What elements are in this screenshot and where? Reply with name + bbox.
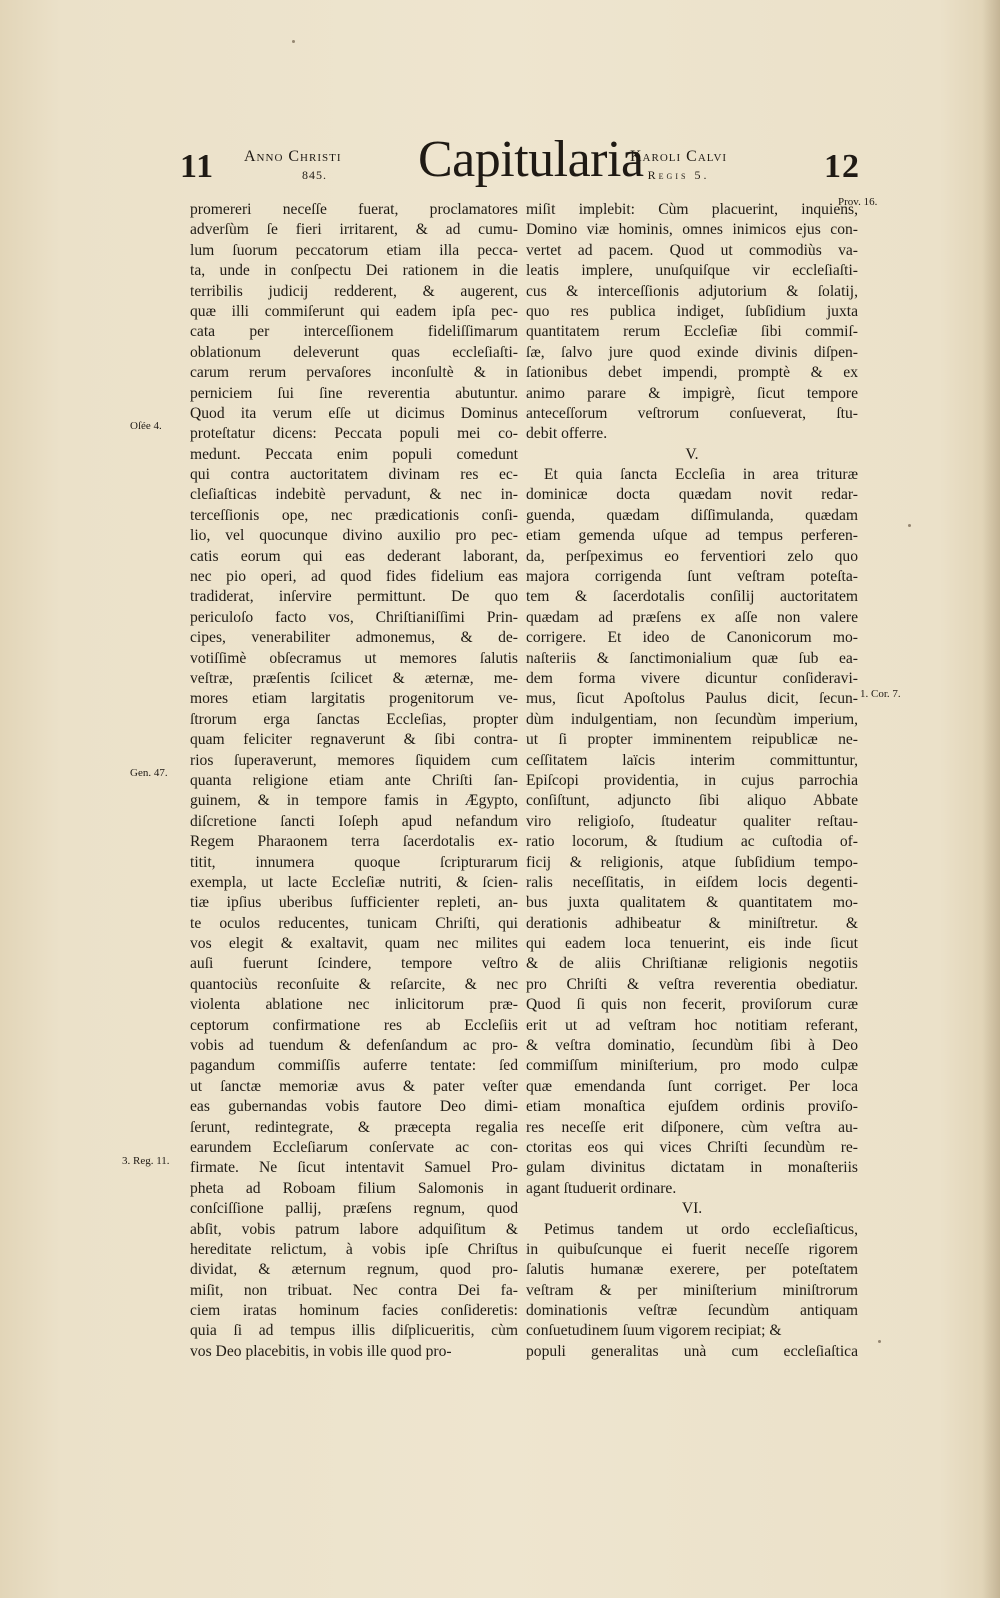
- text-line: ctoritas eos qui vices Chriſti ſecundùm re-: [526, 1138, 858, 1156]
- text-line: rios ſuperaverunt, memores ſiquidem cum: [190, 751, 518, 769]
- running-head-karoli: Karoli Calvi: [630, 148, 728, 165]
- text-line: te oculos reducentes, tunicam Chriſti, qui: [190, 914, 518, 932]
- text-line: derationis adhibeatur & miniſtretur. &: [526, 914, 858, 932]
- text-line: miſit, non tribuat. Nec contra Dei fa-: [190, 1281, 518, 1299]
- text-line: quantitatem rerum Eccleſiæ ſibi commiſ-: [526, 323, 858, 341]
- text-line: Epiſcopi providentia, in cujus parrochia: [526, 771, 858, 789]
- text-line: quo res publica indiget, ſubſidium juxta: [526, 302, 858, 320]
- text-line: violenta ablatione nec inlicitorum præ-: [190, 996, 518, 1014]
- text-line: in quibuſcunque ei fuerit neceſſe rigorem: [526, 1240, 858, 1258]
- text-line: qui contra auctoritatem divinam res ec-: [190, 466, 518, 484]
- text-line: corrigere. Et ideo de Canonicorum mo-: [526, 629, 858, 647]
- text-line: pagandum commiſſis auferre tentate: ſed: [190, 1057, 518, 1075]
- text-line: pheta ad Roboam filium Salomonis in: [190, 1179, 518, 1197]
- running-head-right: [630, 148, 727, 183]
- page-header: [180, 131, 860, 200]
- text-line: Regem Pharaonem terra ſacerdotalis ex-: [190, 833, 518, 851]
- folio-right: 12: [824, 148, 860, 185]
- text-line: guinem, & in tempore famis in Ægypto,: [190, 792, 518, 810]
- text-line: promereri neceſſe fuerat, proclamatores: [190, 201, 518, 218]
- text-line: ſalutis humanæ exerere, per poteſtatem: [526, 1261, 858, 1279]
- text-line: perniciem ſui ſine reverentia abutuntur.: [190, 384, 518, 402]
- text-line: ralis neceſſitatis, in eiſdem locis degenti-: [526, 873, 858, 891]
- running-head-title: Capitularia: [418, 131, 644, 188]
- text-line: quæ illi commiſerunt qui eadem ipſa pec-: [190, 302, 518, 320]
- text-line: mus, ſicut Apoſtolus Paulus dicit, ſecun-: [526, 690, 858, 708]
- text-line: anteceſſorum veſtrorum conſueverat, ſtu-: [526, 404, 858, 422]
- text-line: quanta religione etiam ante Chriſti ſan-: [190, 771, 518, 789]
- margin-note-osee: Oſée 4.: [130, 420, 162, 432]
- text-line: dominationis veſtræ ſecundùm antiquam: [526, 1302, 858, 1320]
- text-line: eas gubernandas vobis fautore Deo dimi-: [190, 1098, 518, 1116]
- text-line: etiam monaſtica ejuſdem ordinis proviſo-: [526, 1098, 858, 1116]
- text-line: tem & ſacerdotalis conſilij auctoritatem: [526, 588, 858, 606]
- text-line: cata per interceſſionem fideliſſimarum: [190, 323, 518, 341]
- text-line: oblationum deleverunt quas eccleſiaſti-: [190, 343, 518, 361]
- text-line: miſit implebit: Cùm placuerint, inquiens,: [526, 201, 858, 218]
- text-line: veſtram & per miniſterium miniſtrorum: [526, 1281, 858, 1299]
- text-line: ratio locorum, & ſtudium ac cuſtodia of-: [526, 833, 858, 851]
- text-line: etiam gemenda uſque ad tempus perferen-: [526, 527, 858, 545]
- text-line: bus juxta qualitatem & quantitatem mo-: [526, 894, 858, 912]
- ink-speck: [908, 524, 911, 527]
- text-line: vertet ad pacem. Quod ut commodiùs va-: [526, 241, 858, 259]
- text-line: adverſùm ſe fieri irritarent, & ad cumu-: [190, 221, 518, 239]
- text-line: populi generalitas unà cum eccleſiaſtica: [526, 1342, 858, 1360]
- text-line: da, perſpeximus eo ferventiori zelo quo: [526, 547, 858, 565]
- running-head-regis: Regis 5.: [647, 168, 710, 182]
- text-line: cus & interceſſionis adjutorium & ſolatij,: [526, 282, 858, 300]
- text-line: ut ſanctæ memoriæ avus & pater veſter: [190, 1077, 518, 1095]
- text-line: titit, innumera quoque ſcripturarum: [190, 853, 518, 871]
- right-text-column: [526, 200, 858, 1362]
- text-line: proteſtatur dicens: Peccata populi mei co-: [190, 425, 518, 443]
- text-line: periculoſo facto vos, Chriſtianiſſimi Prin-: [190, 608, 518, 626]
- text-line: exempla, ut lacte Eccleſiæ nutriti, & ſcien-: [190, 873, 518, 891]
- running-head-year: 845.: [302, 168, 327, 182]
- text-line: debit offerre.: [526, 425, 608, 443]
- text-line: animo parare & impigrè, ſicut tempore: [526, 384, 858, 402]
- text-line: dùm indulgentiam, non ſecundùm imperium,: [526, 710, 858, 728]
- text-line: conſiſtunt, adjuncto ſibi aliquo Abbate: [526, 792, 858, 810]
- text-line: cleſiaſticas indebitè pervadunt, & nec in-: [190, 486, 518, 504]
- text-line: catis eorum qui eas dederant laborant,: [190, 547, 518, 565]
- text-line: ut ſi propter imminentem reipublicæ ne-: [526, 731, 858, 749]
- text-line: conſciſſione pallij, præſens regnum, quod: [190, 1200, 518, 1218]
- text-line: res neceſſe erit diſponere, cùm veſtra au-: [526, 1118, 858, 1136]
- text-line: VI.: [681, 1200, 703, 1218]
- left-text-column: [190, 200, 518, 1362]
- text-line: lum ſuorum peccatorum etiam illa pecca-: [190, 241, 518, 259]
- text-line: abſit, vobis patrum labore adquiſitum &: [190, 1220, 518, 1238]
- text-line: viro religioſo, ſtudeatur qualiter reſtau-: [526, 812, 858, 830]
- text-line: & veſtra dominatio, ſecundùm ſibi à Deo: [526, 1037, 858, 1055]
- text-line: mores etiam largitatis progenitorum ve-: [190, 690, 518, 708]
- text-line: quæ emendanda ſunt corriget. Per loca: [526, 1077, 858, 1095]
- text-line: vos elegit & exaltavit, quam nec milites: [190, 935, 518, 953]
- text-line: ſæ, ſalvo jure quod exinde divinis diſpen-: [526, 343, 858, 361]
- text-line: ta, unde in conſpectu Dei rationem in die: [190, 262, 518, 280]
- text-line: ſerunt, redintegrate, & præcepta regalia: [190, 1118, 518, 1136]
- text-line: leatis implere, unuſquiſque vir eccleſiaſti-: [526, 262, 858, 280]
- text-line: qui eadem loca tenuerint, eis inde ſicut: [526, 935, 858, 953]
- running-head-left: [244, 148, 342, 183]
- text-line: & de aliis Chriſtianæ religionis negotiis: [526, 955, 858, 973]
- text-line: agant ſtuduerit ordinare.: [526, 1179, 677, 1197]
- ink-speck: [878, 1340, 881, 1343]
- text-line: diſcretione ſancti Ioſeph apud nefandum: [190, 812, 518, 830]
- text-line: hereditate relictum, à vobis ipſe Chriſtus: [190, 1240, 518, 1258]
- text-line: dividat, & æternum regnum, quod pro-: [190, 1261, 518, 1279]
- text-line: nec pio operi, ad quod fides fidelium eas: [190, 568, 518, 586]
- text-line: Quod ita verum eſſe ut dicimus Dominus: [190, 404, 518, 422]
- text-line: terribilis judicij redderent, & augerent,: [190, 282, 518, 300]
- text-line: ſationibus debet impendi, promptè & ex: [526, 364, 858, 382]
- text-line: ſtrorum erga ſanctas Eccleſias, propter: [190, 710, 518, 728]
- page-edge-shadow: [982, 0, 1000, 1598]
- text-line: vos Deo placebitis, in vobis ille quod pro-: [190, 1342, 452, 1360]
- text-line: gulam divinitus dictatam in monaſteriis: [526, 1159, 858, 1177]
- text-line: tradiderat, inſervire permittunt. De quo: [190, 588, 518, 606]
- text-line: Domino viæ hominis, omnes inimicos ejus con-: [526, 221, 858, 239]
- text-line: commiſſum miniſterium, pro modo culpæ: [526, 1057, 858, 1075]
- text-line: carum rerum pervaſores inconſultè & in: [190, 364, 518, 382]
- text-line: medunt. Peccata enim populi comedunt: [190, 445, 518, 463]
- text-line: dem forma vivere dicuntur conſideravi-: [526, 669, 858, 687]
- ink-speck: [292, 40, 295, 43]
- text-line: auſi fuerunt ſcindere, tempore veſtro: [190, 955, 518, 973]
- text-line: ficij & religionis, atque ſubſidium tempo-: [526, 853, 858, 871]
- text-line: Et quia ſancta Eccleſia in area trituræ: [544, 466, 858, 484]
- folio-left: 11: [180, 148, 215, 185]
- text-line: votiſſimè obſecramus ut memores ſalutis: [190, 649, 518, 667]
- text-line: ceſſitatem laïcis interim committuntur,: [526, 751, 858, 769]
- margin-note-reg: 3. Reg. 11.: [122, 1155, 170, 1167]
- text-line: terceſſionis ope, nec prædicationis conſi-: [190, 506, 518, 524]
- text-line: Petimus tandem ut ordo eccleſiaſticus,: [544, 1220, 858, 1238]
- running-head-anno: Anno Christi: [244, 148, 342, 165]
- margin-note-cor: 1. Cor. 7.: [860, 688, 901, 700]
- margin-note-prov: Prov. 16.: [838, 196, 878, 208]
- text-line: lio, vel quocunque divino auxilio pro pec-: [190, 527, 518, 545]
- text-line: pro Chriſti & veſtra reverentia obediatur.: [526, 975, 858, 993]
- text-line: cipes, venerabiliter admonemus, & de-: [190, 629, 518, 647]
- margin-note-gen: Gen. 47.: [130, 767, 168, 779]
- text-line: naſteriis & ſanctimonialium quæ ſub ea-: [526, 649, 858, 667]
- text-line: quam feliciter regnaverunt & ſibi contra-: [190, 731, 518, 749]
- text-line: quia ſi ad tempus illis diſplicueritis, cùm: [190, 1322, 518, 1340]
- text-line: dominicæ docta quædam novit redar-: [526, 486, 858, 504]
- text-line: quantociùs reconſuite & reſarcite, & nec: [190, 975, 518, 993]
- text-line: firmate. Ne ſicut intentavit Samuel Pro-: [190, 1159, 518, 1177]
- text-line: conſuetudinem ſuum vigorem recipiat; &: [526, 1322, 782, 1340]
- text-line: ciem iratas hominum facies conſideretis:: [190, 1302, 518, 1320]
- text-line: erit ut ad veſtram hoc notitiam referant,: [526, 1016, 858, 1034]
- text-line: veſtræ, præſentis ſcilicet & æternæ, me-: [190, 669, 518, 687]
- text-line: guenda, quædam diſſimulanda, quædam: [526, 506, 858, 524]
- text-line: vobis ad tuendum & defenſandum ac pro-: [190, 1037, 518, 1055]
- text-line: majora corrigenda ſunt veſtram poteſta-: [526, 568, 858, 586]
- text-line: ceptorum confirmatione res ab Eccleſiis: [190, 1016, 518, 1034]
- text-line: Quod ſi quis non fecerit, proviſorum curæ: [526, 996, 858, 1014]
- text-line: tiæ ipſius uberibus ſufficienter repleti, an-: [190, 894, 518, 912]
- text-line: quædam ad præſens ex aſſe non valere: [526, 608, 858, 626]
- text-line: earundem Eccleſiarum conſervate ac con-: [190, 1138, 518, 1156]
- text-line: V.: [685, 445, 699, 463]
